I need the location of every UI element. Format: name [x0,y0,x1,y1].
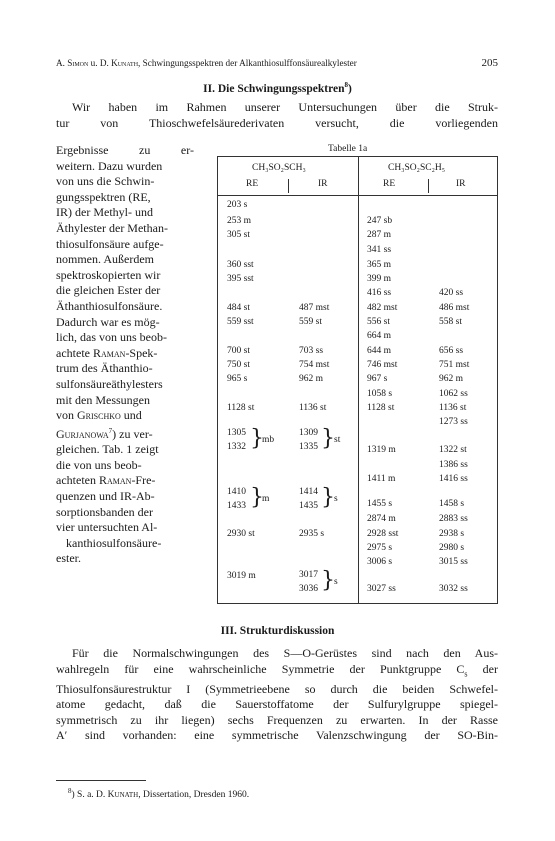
table-cell: 3036 [299,584,318,594]
s3-line: symmetrisch zu ihr liegen) sechs Frequenzen zu erwarten. In der Rasse [56,712,498,727]
left-line: die von uns beob- [56,457,142,472]
table-cell: 420 ss [439,288,464,298]
table-cell: 1411 m [367,474,396,484]
table-column-header: RE [246,179,259,189]
table-cell: 556 st [367,317,390,327]
left-line: mit den Messungen [56,392,150,407]
table-cell: 1136 st [299,403,327,413]
brace-mark: } [321,485,335,510]
table-group-header: CH₃SO₂SC₂H₅ [388,163,446,173]
brace-mark: } [321,426,335,451]
table-cell: 3015 ss [439,557,468,567]
intro-line-2: tur von Thioschwefelsäurederivaten versucht, die vorliegenden [56,115,498,130]
table-cell: 416 ss [367,288,392,298]
running-head [56,58,498,68]
sub-column-divider [428,179,429,193]
table-cell: 247 sb [367,216,393,226]
brace-mark: } [321,568,335,593]
table-cell: 754 mst [299,360,330,370]
table-cell: 664 m [367,331,392,341]
table-cell: 3019 m [227,571,256,581]
table-cell: 287 m [367,230,392,240]
table-cell: 559 st [299,317,322,327]
table-cell: 1058 s [367,389,393,399]
table-cell: 360 sst [227,260,254,270]
table-cell: 1410 [227,487,246,497]
table-cell: 1136 st [439,403,467,413]
left-line: sorptionsbanden der [56,504,153,519]
s3-line: wahlregeln für eine wahrscheinliche Symmetrie der Punktgruppe $C_s$ der [56,661,498,678]
table-cell: 1332 [227,442,246,452]
table-cell: 305 st [227,230,250,240]
section-title-2: II. Die Schwingungsspektren$^8$) [203,81,352,95]
s3-line: atome gedacht, daß die Sauerstoffatome der Sulfurylgruppe spiegel- [56,697,498,712]
s3-line: Für die Normalschwingungen des S—O-Gerüstes sind nach den Aus- [72,646,498,660]
table-cell: 486 mst [439,303,470,313]
table-column-header: RE [383,179,396,189]
table-1a [217,156,498,604]
left-line: achteten Raman-Fre- [56,473,156,488]
table-group-header: CH₃SO₂SCH₃ [252,163,306,173]
table-cell: 746 mst [367,360,398,370]
running-head-authors: A. Simon u. D. Kunath, Schwingungsspektren der Alkanthiosulffonsäurealkylester [56,58,357,68]
table-cell: 656 ss [439,346,464,356]
table-cell: 365 m [367,260,392,270]
left-line: Gurjanowa$^7$) zu ver- [56,426,153,441]
table-cell: 2935 s [299,529,325,539]
header-divider [218,195,497,196]
table-cell: 750 st [227,360,250,370]
table-cell: 203 s [227,200,248,210]
table-cell: m [262,494,270,504]
table-cell: 1305 [227,428,246,438]
table-cell: 1414 [299,487,318,497]
table-cell: 1128 st [227,403,255,413]
table-cell: 1309 [299,428,318,438]
left-line: Dadurch war es mög- [56,314,160,329]
table-cell: 1273 ss [439,417,468,427]
table-cell: 341 ss [367,245,392,255]
table-cell: 1386 ss [439,460,468,470]
table-cell: 1128 st [367,403,395,413]
table-caption: Tabelle 1a [328,144,368,154]
table-cell: mb [262,435,275,445]
left-line: quenzen und IR-Ab- [56,489,155,504]
table-cell: 558 st [439,317,462,327]
table-cell: 253 m [227,216,252,226]
footnote-rule [56,780,146,781]
table-column-header: IR [318,179,328,189]
left-line: vier untersuchten Al- [56,520,158,535]
table-cell: 1458 s [439,499,465,509]
table-cell: st [334,435,341,445]
table-column-header: IR [456,179,466,189]
left-line: die gleichen Ester der [56,283,161,298]
left-line: achtete Raman-Spek- [56,345,158,360]
brace-mark: } [250,426,264,451]
left-line: von uns die Schwin- [56,174,155,189]
left-line: von Grischko und [56,408,142,423]
table-cell: 3017 [299,570,318,580]
column-divider [358,157,359,603]
table-cell: 3006 s [367,557,393,567]
left-line: Äthylester der Methan- [56,220,168,235]
table-cell: 2874 m [367,514,396,524]
left-line: lich, das von uns beob- [56,330,167,345]
table-cell: 1416 ss [439,474,468,484]
footnote: $^8$) S. a. D. Kunath, Dissertation, Dresden 1960. [68,787,250,801]
table-cell: 2928 sst [367,529,399,539]
left-line: Äthanthiosulfonsäure. [56,298,163,313]
section-title-3: III. Strukturdiskussion [220,625,335,637]
left-line: thiosulfonsäure aufge- [56,236,164,251]
table-cell: 967 s [367,374,388,384]
left-line: gungsspektren (RE, [56,189,151,204]
table-cell: 3027 ss [367,584,396,594]
table-cell: 1319 m [367,445,396,455]
table-cell: 2883 ss [439,514,468,524]
table-cell: 751 mst [439,360,470,370]
table-cell: 2938 s [439,529,465,539]
left-line: gleichen. Tab. 1 zeigt [56,442,159,457]
left-line: ester. [56,551,81,566]
table-cell: 703 ss [299,346,324,356]
section2-intro [56,100,498,131]
table-cell: 395 sst [227,274,254,284]
left-line: weitern. Dazu wurden [56,158,163,173]
table-cell: 1433 [227,501,246,511]
table-cell: s [334,494,338,504]
table-cell: 2975 s [367,543,393,553]
left-line: Ergebnisse zu er- [56,143,194,157]
table-cell: 1455 s [367,499,393,509]
left-line: nommen. Außerdem [56,252,154,267]
table-cell: 1435 [299,501,318,511]
s3-line: A′ sind vorhanden: eine symmetrische Valenzschwingung der SO-Bin- [56,728,498,743]
table-cell: 399 m [367,274,392,284]
left-line: kanthiosulfonsäure- [66,535,162,550]
table-cell: 482 mst [367,303,398,313]
left-line: sulfonsäureäthylesters [56,376,163,391]
section2-left-column [56,143,194,567]
table-cell: s [334,577,338,587]
table-cell: 1062 ss [439,389,468,399]
brace-mark: } [250,485,264,510]
left-line: trum des Äthanthio- [56,361,153,376]
table-cell: 2930 st [227,529,255,539]
table-cell: 962 m [299,374,324,384]
table-cell: 2980 s [439,543,465,553]
table-cell: 559 sst [227,317,254,327]
left-line: IR) der Methyl- und [56,205,153,220]
table-cell: 644 m [367,346,392,356]
table-cell: 1335 [299,442,318,452]
left-line: spektroskopierten wir [56,267,161,282]
s3-line: Thiosulfonsäurestruktur I (Symmetrieebene so durch die beiden Schwefel- [56,681,498,696]
intro-line-1: Wir haben im Rahmen unserer Untersuchungen über die Struk- [72,100,498,114]
section3-paragraph [56,646,498,744]
table-cell: 700 st [227,346,250,356]
table-cell: 3032 ss [439,584,468,594]
table-cell: 962 m [439,374,464,384]
table-cell: 484 st [227,303,250,313]
table-cell: 965 s [227,374,248,384]
sub-column-divider [288,179,289,193]
table-cell: 1322 st [439,445,467,455]
page-number: 205 [481,57,498,69]
table-cell: 487 mst [299,303,330,313]
